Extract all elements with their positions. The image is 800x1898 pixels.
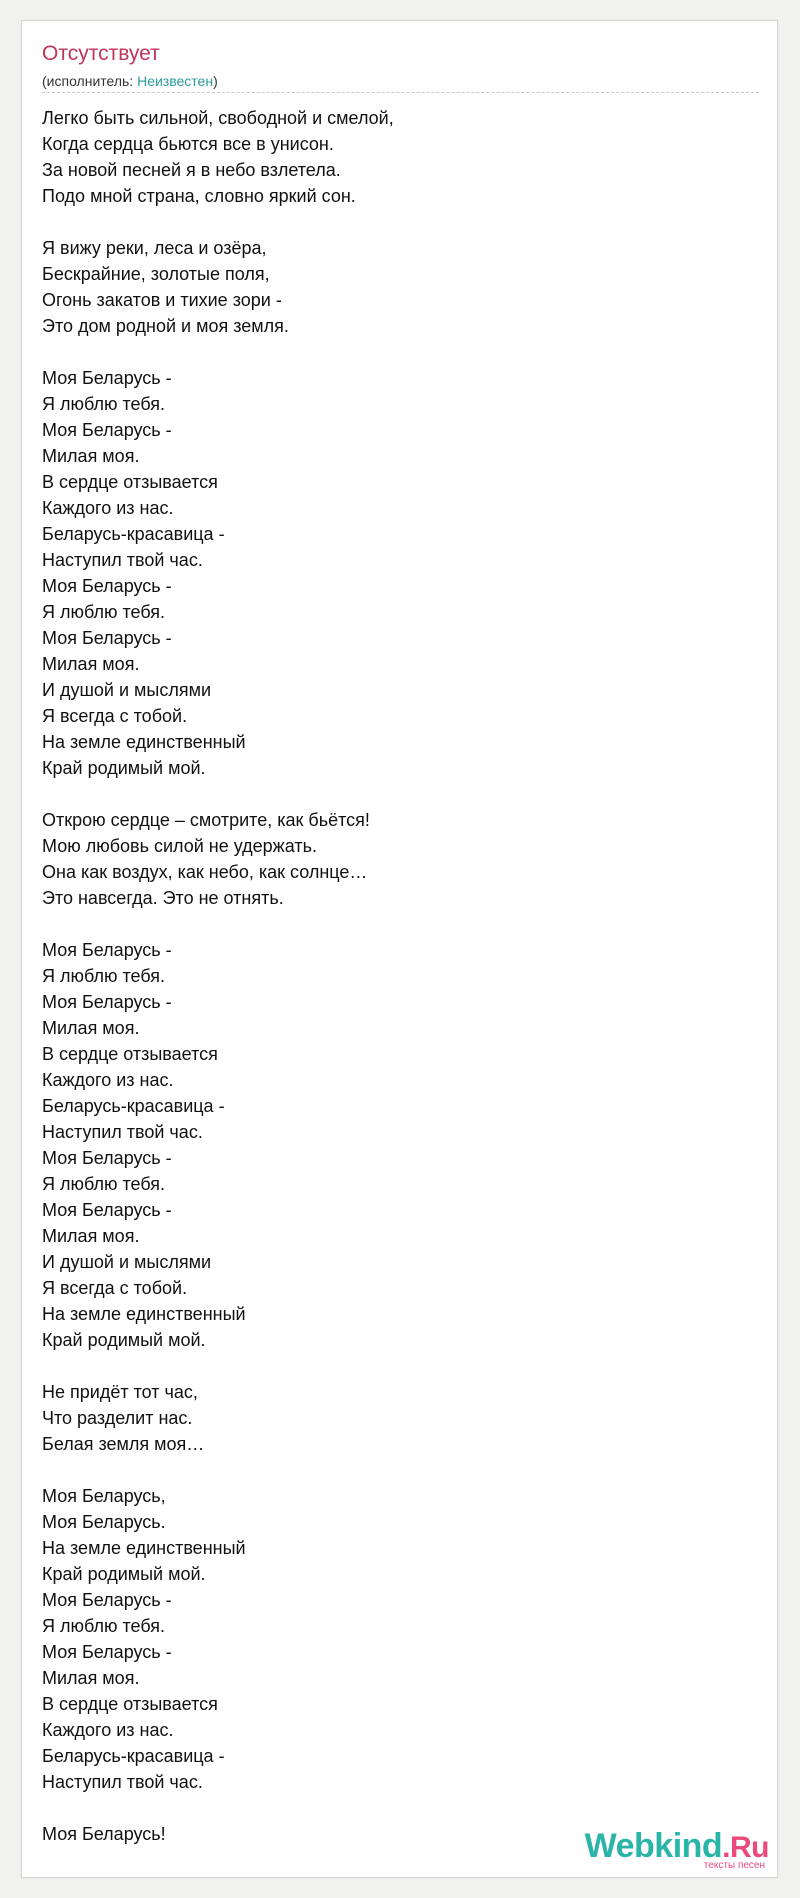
lyrics-line: Я всегда с тобой. xyxy=(42,706,188,726)
lyrics-line: Каждого из нас. xyxy=(42,1070,174,1090)
lyrics-line: Каждого из нас. xyxy=(42,1720,174,1740)
lyrics-line: В сердце отзывается xyxy=(42,472,218,492)
lyrics-line: Беларусь-красавица - xyxy=(42,524,225,544)
lyrics-line: Наступил твой час. xyxy=(42,550,203,570)
lyrics-line: В сердце отзывается xyxy=(42,1044,218,1064)
lyrics-line: Я люблю тебя. xyxy=(42,602,166,622)
lyrics-stanza xyxy=(42,1483,752,1795)
lyrics-line: Милая моя. xyxy=(42,654,140,674)
lyrics-line: Легко быть сильной, свободной и смелой, xyxy=(42,108,394,128)
lyrics-line: Это дом родной и моя земля. xyxy=(42,316,289,336)
lyrics-line: Открою сердце – смотрите, как бьётся! xyxy=(42,810,370,830)
lyrics-line: На земле единственный xyxy=(42,1538,246,1558)
lyrics-line: В сердце отзывается xyxy=(42,1694,218,1714)
lyrics-line: Милая моя. xyxy=(42,1018,140,1038)
lyrics-line: Наступил твой час. xyxy=(42,1772,203,1792)
lyrics-stanza xyxy=(42,235,752,339)
lyrics-stanza xyxy=(42,937,752,1353)
lyrics-line: За новой песней я в небо взлетела. xyxy=(42,160,341,180)
lyrics-line: Моя Беларусь - xyxy=(42,420,172,440)
lyrics-line: Я люблю тебя. xyxy=(42,394,166,414)
lyrics-line: Моя Беларусь - xyxy=(42,628,172,648)
lyrics-line: Край родимый мой. xyxy=(42,1330,206,1350)
lyrics-line: Моя Беларусь - xyxy=(42,1590,172,1610)
lyrics-line: Моя Беларусь - xyxy=(42,940,172,960)
lyrics-stanza xyxy=(42,1379,752,1457)
lyrics-line: Подо мной страна, словно яркий сон. xyxy=(42,186,356,206)
lyrics-card xyxy=(21,20,778,1878)
lyrics-line: Милая моя. xyxy=(42,446,140,466)
artist-line xyxy=(42,73,218,90)
lyrics-line: Беларусь-красавица - xyxy=(42,1096,225,1116)
lyrics-line: На земле единственный xyxy=(42,732,246,752)
lyrics-line: Я вижу реки, леса и озёра, xyxy=(42,238,267,258)
lyrics-line: Моя Беларусь. xyxy=(42,1512,166,1532)
lyrics-body xyxy=(42,105,752,1873)
lyrics-line: Моя Беларусь - xyxy=(42,1200,172,1220)
lyrics-stanza xyxy=(42,105,752,209)
lyrics-stanza xyxy=(42,807,752,911)
lyrics-line: На земле единственный xyxy=(42,1304,246,1324)
lyrics-line: Я люблю тебя. xyxy=(42,966,166,986)
lyrics-line: Моя Беларусь, xyxy=(42,1486,166,1506)
lyrics-line: Что разделит нас. xyxy=(42,1408,193,1428)
lyrics-line: Огонь закатов и тихие зори - xyxy=(42,290,282,310)
lyrics-line: Она как воздух, как небо, как солнце… xyxy=(42,862,368,882)
lyrics-line: И душой и мыслями xyxy=(42,1252,211,1272)
lyrics-line: Белая земля моя… xyxy=(42,1434,205,1454)
lyrics-line: Это навсегда. Это не отнять. xyxy=(42,888,284,908)
lyrics-line: Я всегда с тобой. xyxy=(42,1278,188,1298)
lyrics-line: Я люблю тебя. xyxy=(42,1616,166,1636)
logo-wordmark xyxy=(585,1829,769,1863)
site-logo[interactable] xyxy=(585,1829,769,1871)
lyrics-line: Беларусь-красавица - xyxy=(42,1746,225,1766)
artist-suffix: ) xyxy=(213,73,218,89)
lyrics-line: Не придёт тот час, xyxy=(42,1382,198,1402)
artist-link[interactable]: Неизвестен xyxy=(137,73,214,89)
lyrics-line: Я люблю тебя. xyxy=(42,1174,166,1194)
lyrics-line: Наступил твой час. xyxy=(42,1122,203,1142)
title-divider xyxy=(42,92,759,93)
logo-name: Webkind xyxy=(584,1827,723,1865)
lyrics-line: Край родимый мой. xyxy=(42,758,206,778)
lyrics-line: Моя Беларусь! xyxy=(42,1824,166,1844)
lyrics-line: Милая моя. xyxy=(42,1226,140,1246)
lyrics-line: Моя Беларусь - xyxy=(42,368,172,388)
lyrics-line: Моя Беларусь - xyxy=(42,1642,172,1662)
lyrics-line: Моя Беларусь - xyxy=(42,1148,172,1168)
lyrics-line: Моя Беларусь - xyxy=(42,576,172,596)
logo-tld: .Ru xyxy=(722,1831,769,1864)
song-title: Отсутствует xyxy=(42,42,160,65)
lyrics-line: Бескрайние, золотые поля, xyxy=(42,264,270,284)
lyrics-stanza xyxy=(42,365,752,781)
lyrics-line: Моя Беларусь - xyxy=(42,992,172,1012)
lyrics-line: Милая моя. xyxy=(42,1668,140,1688)
lyrics-line: Когда сердца бьются все в унисон. xyxy=(42,134,334,154)
lyrics-line: Край родимый мой. xyxy=(42,1564,206,1584)
logo-tagline: тексты песен xyxy=(703,1860,765,1871)
lyrics-line: Каждого из нас. xyxy=(42,498,174,518)
artist-prefix: (исполнитель: xyxy=(42,73,138,89)
lyrics-line: И душой и мыслями xyxy=(42,680,211,700)
lyrics-line: Мою любовь силой не удержать. xyxy=(42,836,317,856)
